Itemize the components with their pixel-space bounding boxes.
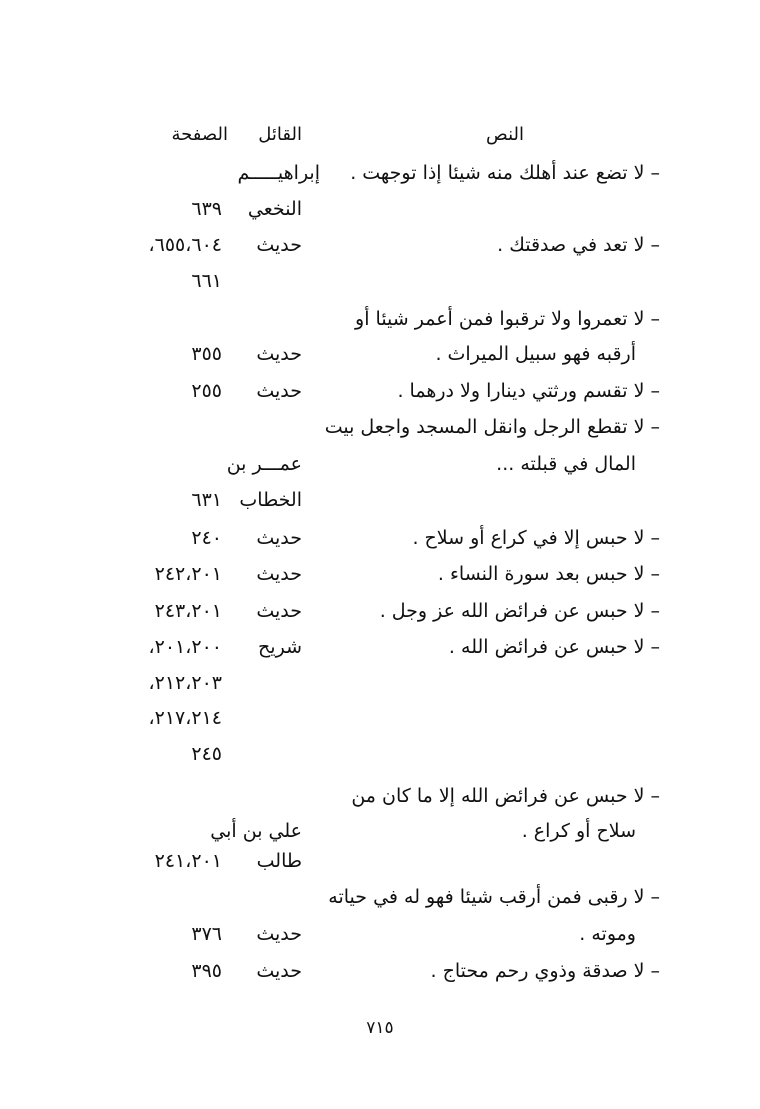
- entry-speaker: شريح: [258, 636, 302, 658]
- entry-pages: ٢٤١،٢٠١: [154, 850, 222, 872]
- entry-speaker: حديث: [256, 960, 302, 982]
- entry-speaker: حديث: [256, 343, 302, 365]
- entry-speaker: حديث: [256, 563, 302, 585]
- entry-speaker: إبراهيـــــم: [237, 162, 320, 184]
- entry-speaker: حديث: [256, 923, 302, 945]
- entry-pages: ٦٣٩: [191, 198, 222, 220]
- entry-speaker-cont: النخعي: [247, 198, 302, 220]
- entry-speaker: عمـــر بن: [226, 453, 302, 475]
- header-speaker-col: القائل: [258, 124, 302, 145]
- entry-text: – لا صدقة وذوي رحم محتاج .: [430, 960, 660, 982]
- entry-text: – لا حبس عن فرائض الله عز وجل .: [379, 600, 660, 622]
- entry-pages: ٦٣١: [191, 489, 222, 511]
- entry-text-cont: سلاح أو كراع .: [521, 820, 636, 842]
- entry-pages: ٣٥٥: [191, 343, 222, 365]
- entry-speaker: حديث: [256, 527, 302, 549]
- entry-pages: ٢٥٥: [191, 380, 222, 402]
- entry-pages-cont: ٢٤٥: [191, 743, 222, 765]
- entry-text: – لا تقطع الرجل وانقل المسجد واجعل بيت: [324, 416, 660, 438]
- header-page-col: الصفحة: [171, 124, 228, 145]
- entry-pages-cont: ٦٦١: [191, 270, 222, 292]
- entry-speaker-cont: طالب: [256, 850, 302, 872]
- entry-speaker: حديث: [256, 600, 302, 622]
- entry-text: – لا حبس عن فرائض الله إلا ما كان من: [351, 785, 660, 807]
- entry-pages: ٦٥٥،٦٠٤،: [148, 234, 222, 256]
- entry-text-cont: أرقبه فهو سبيل الميراث .: [435, 343, 636, 365]
- entry-text: – لا حبس إلا في كراع أو سلاح .: [412, 527, 660, 549]
- entry-text: – لا تعد في صدقتك .: [497, 234, 660, 256]
- entry-pages: ٢٤٢،٢٠١: [154, 563, 222, 585]
- page-number: ٧١٥: [366, 1018, 394, 1038]
- header-text-col: النص: [486, 124, 524, 145]
- entry-text-cont: المال في قبلته ...: [496, 453, 636, 475]
- entry-text: – لا حبس عن فرائض الله .: [448, 636, 660, 658]
- entry-pages: ٢٠١،٢٠٠،: [148, 636, 222, 658]
- entry-text: – لا تضع عند أهلك منه شيئا إذا توجهت .: [350, 162, 660, 184]
- entry-pages: ٢٤٠: [191, 527, 222, 549]
- entry-speaker: حديث: [256, 380, 302, 402]
- entry-pages-cont: ٢١٧،٢١٤،: [148, 707, 222, 729]
- entry-pages: ٣٩٥: [191, 960, 222, 982]
- entry-pages: ٣٧٦: [191, 923, 222, 945]
- entry-text: – لا رقبى فمن أرقب شيئا فهو له في حياته: [328, 886, 660, 908]
- entry-speaker: علي بن أبي: [210, 820, 302, 842]
- entry-text: – لا تعمروا ولا ترقبوا فمن أعمر شيئا أو: [355, 308, 660, 330]
- entry-text: – لا حبس بعد سورة النساء .: [437, 563, 660, 585]
- entry-text-cont: وموته .: [579, 923, 636, 945]
- entry-speaker-cont: الخطاب: [239, 489, 302, 511]
- entry-pages-cont: ٢١٢،٢٠٣،: [148, 672, 222, 694]
- entry-text: – لا تقسم ورثتي دينارا ولا درهما .: [397, 380, 660, 402]
- entry-pages: ٢٤٣،٢٠١: [154, 600, 222, 622]
- entry-speaker: حديث: [256, 234, 302, 256]
